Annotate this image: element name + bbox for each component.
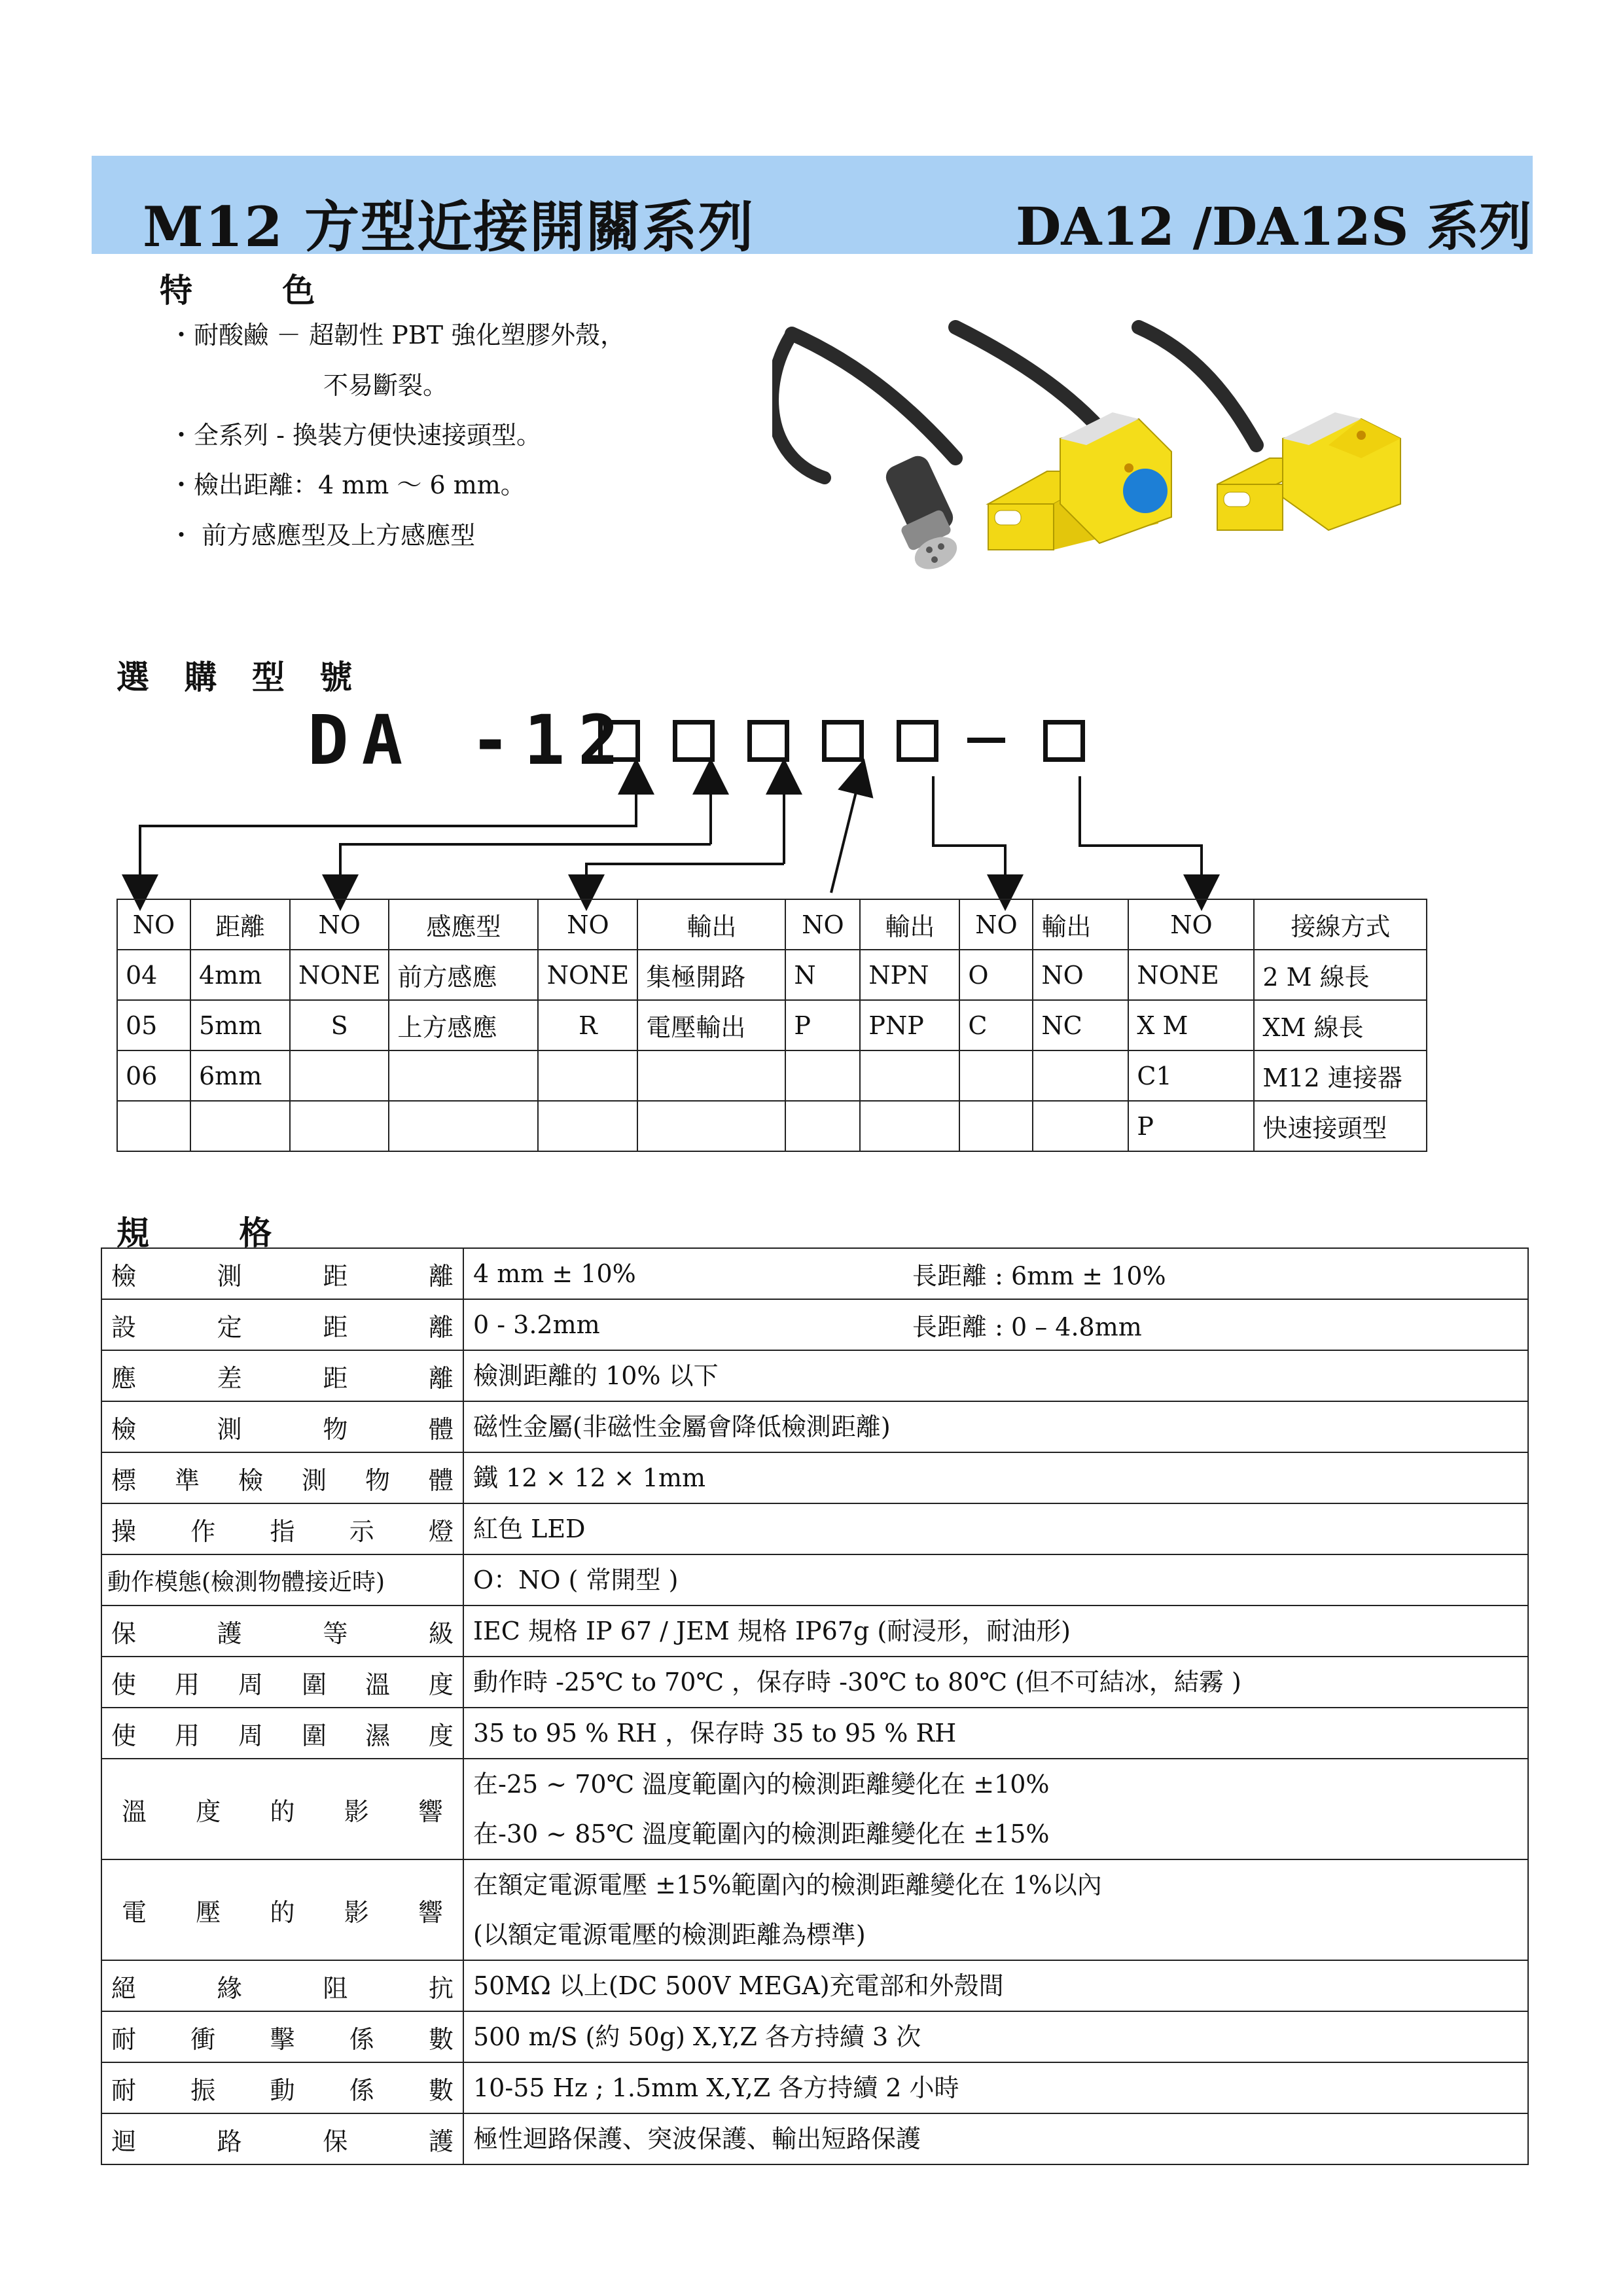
table-row xyxy=(117,1050,1427,1101)
spec-value xyxy=(463,1503,1528,1554)
sensor-front xyxy=(988,412,1171,550)
cell: P xyxy=(1128,1101,1254,1151)
spec-heading: 規 格 xyxy=(116,1213,312,1252)
spec-value-line: 極性迴路保護、突波保護、輸出短路保護 xyxy=(473,2125,921,2153)
spec-value xyxy=(463,2011,1528,2062)
cell: 上方感應 xyxy=(389,1000,538,1050)
spec-value xyxy=(463,2062,1528,2113)
cell xyxy=(117,1101,190,1151)
cell: NPN xyxy=(860,950,959,1000)
spec-value-line: (以額定電源電壓的檢測距離為標準) xyxy=(473,1920,866,1949)
header-cell: 輸出 xyxy=(1033,899,1128,950)
feature-item: ・ 前方感應型及上方感應型 xyxy=(169,521,476,550)
cell: 集極開路 xyxy=(637,950,785,1000)
spec-value-line: O：NO ( 常開型 ) xyxy=(473,1566,679,1594)
spec-row xyxy=(101,1708,1528,1759)
spec-row xyxy=(101,1657,1528,1708)
cell: NC xyxy=(1033,1000,1128,1050)
cell: S xyxy=(290,1000,389,1050)
header-cell: 輸出 xyxy=(637,899,785,950)
spec-label: 電 壓 的 影 響 xyxy=(101,1859,463,1960)
spec-value xyxy=(463,2113,1528,2164)
spec-value xyxy=(463,1401,1528,1452)
spec-label: 檢 測 物 體 xyxy=(101,1401,463,1452)
cell: PNP xyxy=(860,1000,959,1050)
spec-value-line: 在-25 ~ 70℃ 溫度範圍內的檢測距離變化在 ±10% xyxy=(473,1770,1050,1799)
header-cell: NO xyxy=(117,899,190,950)
spec-value-long-range: 長距離 : 6mm ± 10% xyxy=(912,1261,1166,1291)
cell: NONE xyxy=(1128,950,1254,1000)
series-title: DA12 /DA12S 系列 xyxy=(1016,196,1532,257)
spec-label: 絕 緣 阻 抗 xyxy=(101,1960,463,2011)
spec-value xyxy=(463,1605,1528,1657)
cell xyxy=(1033,1050,1128,1101)
spec-value xyxy=(463,1452,1528,1503)
spec-row xyxy=(101,1401,1528,1452)
cell xyxy=(1033,1101,1128,1151)
cell: 電壓輸出 xyxy=(637,1000,785,1050)
header-cell: 距離 xyxy=(190,899,290,950)
cell: 06 xyxy=(117,1050,190,1101)
table-row xyxy=(117,1000,1427,1050)
order-heading: 選 購 型 號 xyxy=(116,658,365,696)
cell xyxy=(389,1050,538,1101)
spec-label: 保 護 等 級 xyxy=(101,1605,463,1657)
spec-value-line: 10-55 Hz ; 1.5mm X,Y,Z 各方持續 2 小時 xyxy=(473,2073,959,2102)
cell: NONE xyxy=(538,950,637,1000)
cell xyxy=(637,1101,785,1151)
cell xyxy=(538,1101,637,1151)
spec-value xyxy=(463,1657,1528,1708)
spec-value-line: 在額定電源電壓 ±15%範圍內的檢測距離變化在 1%以內 xyxy=(473,1871,1102,1899)
spec-row xyxy=(101,1859,1528,1960)
cell: NO xyxy=(1033,950,1128,1000)
spec-row xyxy=(101,1503,1528,1554)
cell xyxy=(290,1050,389,1101)
option-table-header xyxy=(117,899,1427,950)
code-slot-4 xyxy=(822,720,864,762)
spec-value-line: 動作時 -25℃ to 70℃ ，保存時 -30℃ to 80℃ (但不可結冰，結霧 ) xyxy=(473,1668,1241,1696)
spec-value-line: 鐵 12 × 12 × 1mm xyxy=(473,1463,706,1492)
spec-row xyxy=(101,1248,1528,1299)
header-cell: NO xyxy=(290,899,389,950)
header-cell: NO xyxy=(785,899,860,950)
cell: M12 連接器 xyxy=(1254,1050,1427,1101)
cell xyxy=(860,1050,959,1101)
spec-value-line: 0 - 3.2mm xyxy=(473,1310,600,1339)
spec-value-line: 35 to 95 % RH ，保存時 35 to 95 % RH xyxy=(473,1719,957,1748)
spec-value xyxy=(463,1299,1528,1350)
spec-value xyxy=(463,1960,1528,2011)
spec-label: 檢 測 距 離 xyxy=(101,1248,463,1299)
cell: P xyxy=(785,1000,860,1050)
header-cell: 輸出 xyxy=(860,899,959,950)
cell xyxy=(959,1050,1033,1101)
spec-label: 溫 度 的 影 響 xyxy=(101,1759,463,1859)
code-slot-3 xyxy=(747,720,789,762)
cell: 快速接頭型 xyxy=(1254,1101,1427,1151)
spec-table xyxy=(101,1247,1529,2165)
cell xyxy=(290,1101,389,1151)
header-cell: 接線方式 xyxy=(1254,899,1427,950)
cell: 6mm xyxy=(190,1050,290,1101)
spec-row xyxy=(101,1605,1528,1657)
cell: N xyxy=(785,950,860,1000)
cell xyxy=(785,1101,860,1151)
spec-value xyxy=(463,1859,1528,1960)
cell: X M xyxy=(1128,1000,1254,1050)
code-slot-2 xyxy=(673,720,715,762)
cell: NONE xyxy=(290,950,389,1000)
spec-value-line: 檢測距離的 10% 以下 xyxy=(473,1361,719,1390)
header-cell: 感應型 xyxy=(389,899,538,950)
cell: 2 M 線長 xyxy=(1254,950,1427,1000)
cell: C1 xyxy=(1128,1050,1254,1101)
page-title: M12 方型近接開關系列 xyxy=(143,194,755,259)
spec-row xyxy=(101,2113,1528,2164)
spec-row xyxy=(101,2011,1528,2062)
spec-value-line: 磁性金屬(非磁性金屬會降低檢測距離) xyxy=(473,1412,891,1441)
cell: R xyxy=(538,1000,637,1050)
spec-row xyxy=(101,1452,1528,1503)
spec-value-line: 50MΩ 以上(DC 500V MEGA)充電部和外殼間 xyxy=(473,1971,1004,2000)
spec-label: 使 用 周 圍 溫 度 xyxy=(101,1657,463,1708)
cell: O xyxy=(959,950,1033,1000)
features-heading: 特 色 xyxy=(160,271,355,310)
cell: 05 xyxy=(117,1000,190,1050)
spec-label: 標 準 檢 測 物 體 xyxy=(101,1452,463,1503)
spec-label: 迴 路 保 護 xyxy=(101,2113,463,2164)
spec-value-line: 紅色 LED xyxy=(473,1515,586,1543)
code-slot-1 xyxy=(598,720,640,762)
spec-value xyxy=(463,1350,1528,1401)
cell: XM 線長 xyxy=(1254,1000,1427,1050)
table-row xyxy=(117,1101,1427,1151)
spec-label: 耐 衝 擊 係 數 xyxy=(101,2011,463,2062)
spec-value xyxy=(463,1708,1528,1759)
cell xyxy=(637,1050,785,1101)
spec-value-line: IEC 規格 IP 67 / JEM 規格 IP67g (耐浸形，耐油形) xyxy=(473,1617,1071,1645)
cell xyxy=(785,1050,860,1101)
cell: 4mm xyxy=(190,950,290,1000)
code-slot-5 xyxy=(897,720,938,762)
cell: 前方感應 xyxy=(389,950,538,1000)
spec-label: 應 差 距 離 xyxy=(101,1350,463,1401)
spec-row xyxy=(101,1299,1528,1350)
feature-item: ・耐酸鹼 － 超韌性 PBT 強化塑膠外殼， xyxy=(169,321,626,350)
spec-value-line: 在-30 ~ 85℃ 溫度範圍內的檢測距離變化在 ±15% xyxy=(473,1820,1050,1848)
feature-item: ・檢出距離：4 mm ～ 6 mm。 xyxy=(169,471,526,499)
feature-item: 不易斷裂。 xyxy=(323,371,448,400)
cell xyxy=(959,1101,1033,1151)
spec-value xyxy=(463,1759,1528,1859)
spec-value-long-range: 長距離 : 0 – 4.8mm xyxy=(912,1312,1142,1342)
product-photo xyxy=(772,308,1466,602)
spec-label: 使 用 周 圍 濕 度 xyxy=(101,1708,463,1759)
code-slot-6 xyxy=(1043,720,1085,762)
cell xyxy=(538,1050,637,1101)
code-dash xyxy=(967,738,1005,743)
spec-value-line: 500 m/S (約 50g) X,Y,Z 各方持續 3 次 xyxy=(473,2022,921,2051)
spec-label: 動作模態(檢測物體接近時) xyxy=(101,1554,463,1605)
cell xyxy=(860,1101,959,1151)
table-row xyxy=(117,950,1427,1000)
cell xyxy=(389,1101,538,1151)
spec-row xyxy=(101,1554,1528,1605)
connector xyxy=(882,452,962,575)
spec-value xyxy=(463,1248,1528,1299)
cell: C xyxy=(959,1000,1033,1050)
model-code-prefix: DA -12 xyxy=(308,700,632,780)
cell: 04 xyxy=(117,950,190,1000)
spec-value-line: 4 mm ± 10% xyxy=(473,1259,636,1288)
cell: 5mm xyxy=(190,1000,290,1050)
cell xyxy=(190,1101,290,1151)
header-cell: NO xyxy=(538,899,637,950)
header-cell: NO xyxy=(959,899,1033,950)
spec-label: 耐 振 動 係 數 xyxy=(101,2062,463,2113)
spec-row xyxy=(101,1350,1528,1401)
feature-item: ・全系列 - 換裝方便快速接頭型。 xyxy=(169,421,541,450)
spec-row xyxy=(101,1759,1528,1859)
spec-label: 設 定 距 離 xyxy=(101,1299,463,1350)
spec-label: 操 作 指 示 燈 xyxy=(101,1503,463,1554)
spec-row xyxy=(101,2062,1528,2113)
spec-row xyxy=(101,1960,1528,2011)
option-table xyxy=(116,899,1427,1152)
header-cell: NO xyxy=(1128,899,1254,950)
spec-value xyxy=(463,1554,1528,1605)
